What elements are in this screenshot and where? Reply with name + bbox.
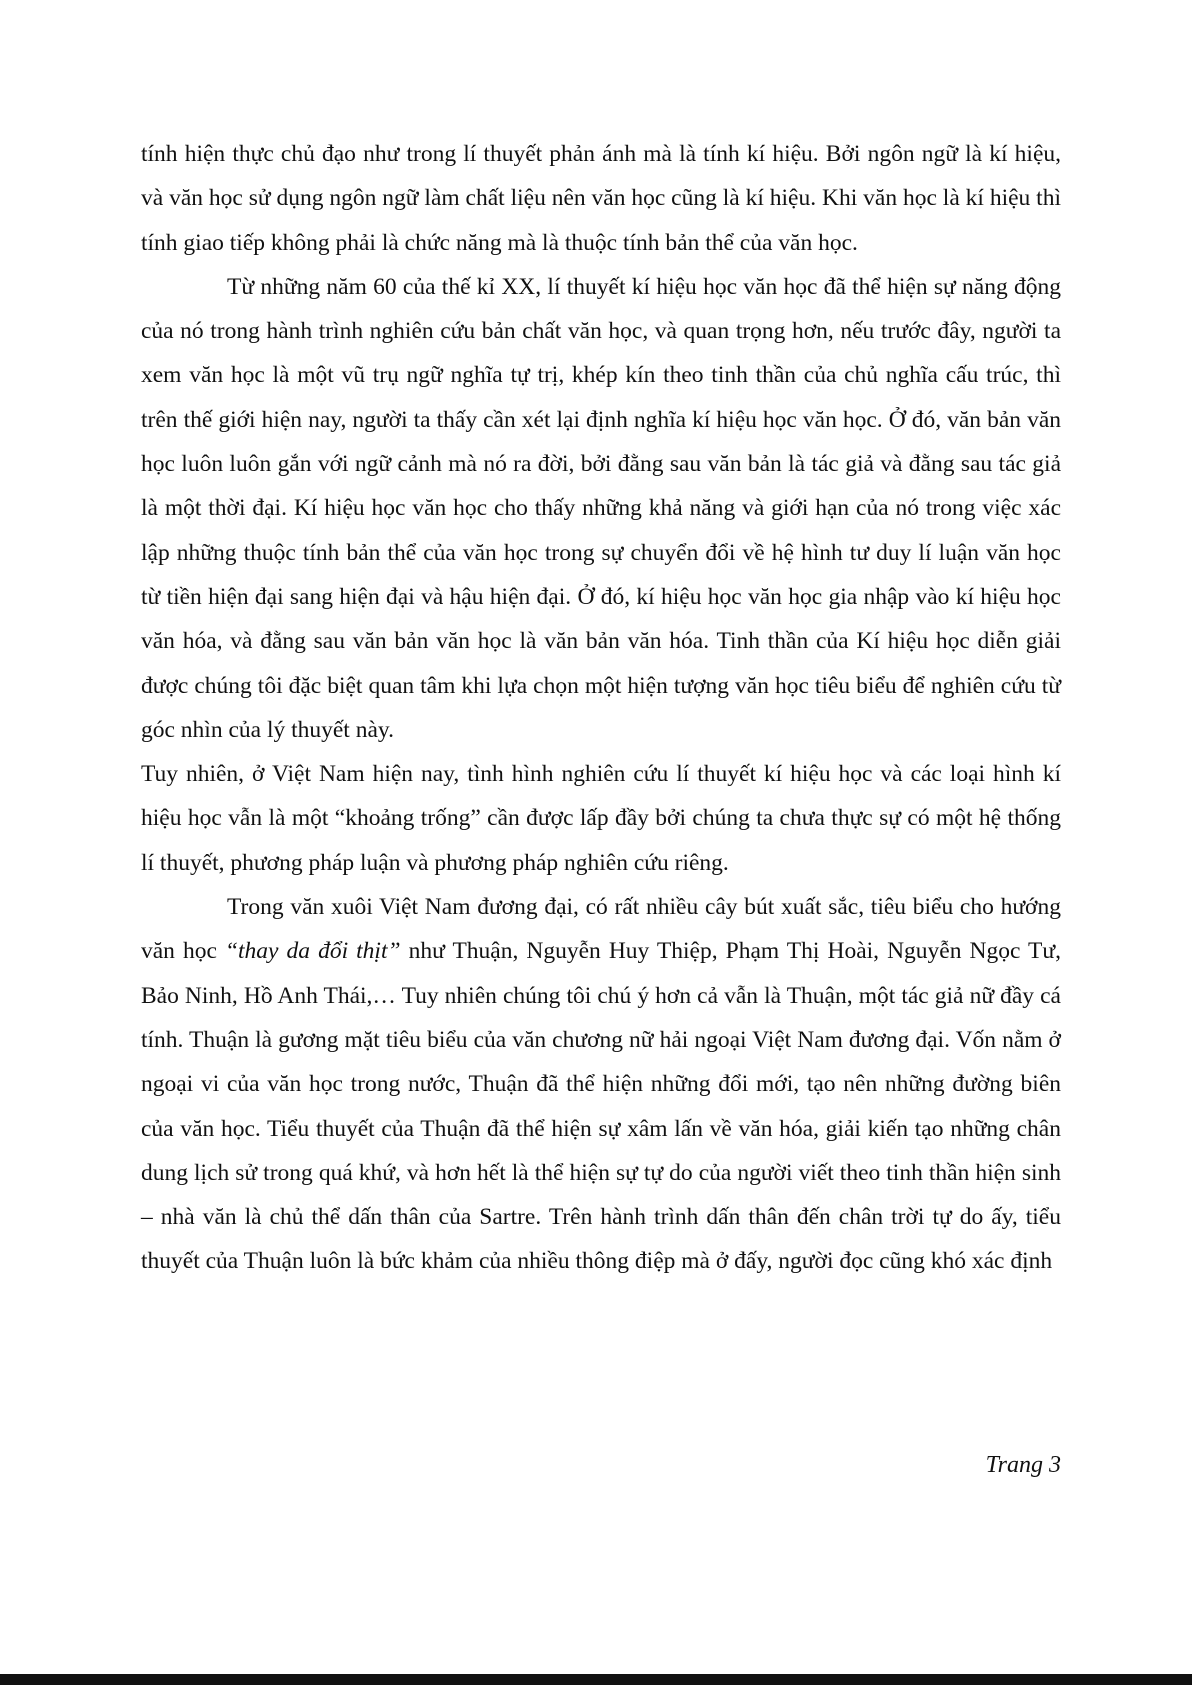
paragraph-thuan-introduction bbox=[141, 885, 1061, 1284]
body-text bbox=[141, 132, 1061, 1284]
paragraph-continuation: tính hiện thực chủ đạo như trong lí thuyết phản ánh mà là tính kí hiệu. Bởi ngôn ngữ là kí hiệu, và văn học sử dụng ngôn ngữ làm chất liệu nên văn học cũng là kí hiệu. Khi văn học là kí hiệu thì tính giao tiếp không phải là chức năng mà là thuộc tính bản thể của văn học. bbox=[141, 141, 1061, 256]
paragraph-text-before-italic: Trong văn xuôi Việt Nam đương đại, có rất nhiều cây bút xuất sắc, tiêu biểu cho hướng văn học bbox=[141, 894, 1061, 965]
italic-quote: “thay da đổi thịt” bbox=[224, 938, 401, 965]
paragraph-semiotics-history: Từ những năm 60 của thế kỉ XX, lí thuyết kí hiệu học văn học đã thể hiện sự năng động của nó trong hành trình nghiên cứu bản chất văn học, và quan trọng hơn, nếu trước đây, người ta xem văn học là một vũ trụ ngữ nghĩa tự trị, khép kín theo tinh thần của chủ nghĩa cấu trúc, thì trên thế giới hiện nay, người ta thấy cần xét lại định nghĩa kí hiệu học văn học. Ở đó, văn bản văn học luôn luôn gắn với ngữ cảnh mà nó ra đời, bởi đằng sau văn bản là tác giả và đằng sau tác giả là một thời đại. Kí hiệu học văn học cho thấy những khả năng và giới hạn của nó trong việc xác lập những thuộc tính bản thể của văn học trong sự chuyển đổi về hệ hình tư duy lí luận văn học từ tiền hiện đại sang hiện đại và hậu hiện đại. Ở đó, kí hiệu học văn học gia nhập vào kí hiệu học văn hóa, và đằng sau văn bản văn học là văn bản văn hóa. Tinh thần của Kí hiệu học diễn giải được chúng tôi đặc biệt quan tâm khi lựa chọn một hiện tượng văn học tiêu biểu để nghiên cứu từ góc nhìn của lý thuyết này. bbox=[141, 273, 1061, 743]
paragraph-text-after-italic: như Thuận, Nguyễn Huy Thiệp, Phạm Thị Hoài, Nguyễn Ngọc Tư, Bảo Ninh, Hồ Anh Thái,… Tuy nhiên chúng tôi chú ý hơn cả vẫn là Thuận, một tác giả nữ đầy cá tính. Thuận là gương mặt tiêu biểu của văn chương nữ hải ngoại Việt Nam đương đại. Vốn nằm ở ngoại vi của văn học trong nước, Thuận đã thể hiện những đổi mới, tạo nên những đường biên của văn học. Tiểu thuyết của Thuận đã thể hiện sự xâm lấn về văn hóa, giải kiến tạo những chân dung lịch sử trong quá khứ, và hơn hết là thể hiện sự tự do của người viết theo tinh thần hiện sinh – nhà văn là chủ thể dấn thân của Sartre. Trên hành trình dấn thân đến chân trời tự do ấy, tiểu thuyết của Thuận luôn là bức khảm của nhiều thông điệp mà ở đấy, người đọc cũng khó xác định bbox=[141, 938, 1061, 1275]
page-bottom-edge bbox=[0, 1674, 1192, 1685]
page-number: Trang 3 bbox=[985, 1452, 1061, 1478]
paragraph-vietnam-research-gap: Tuy nhiên, ở Việt Nam hiện nay, tình hình nghiên cứu lí thuyết kí hiệu học và các loại hình kí hiệu học vẫn là một “khoảng trống” cần được lấp đầy bởi chúng ta chưa thực sự có một hệ thống lí thuyết, phương pháp luận và phương pháp nghiên cứu riêng. bbox=[141, 761, 1061, 876]
